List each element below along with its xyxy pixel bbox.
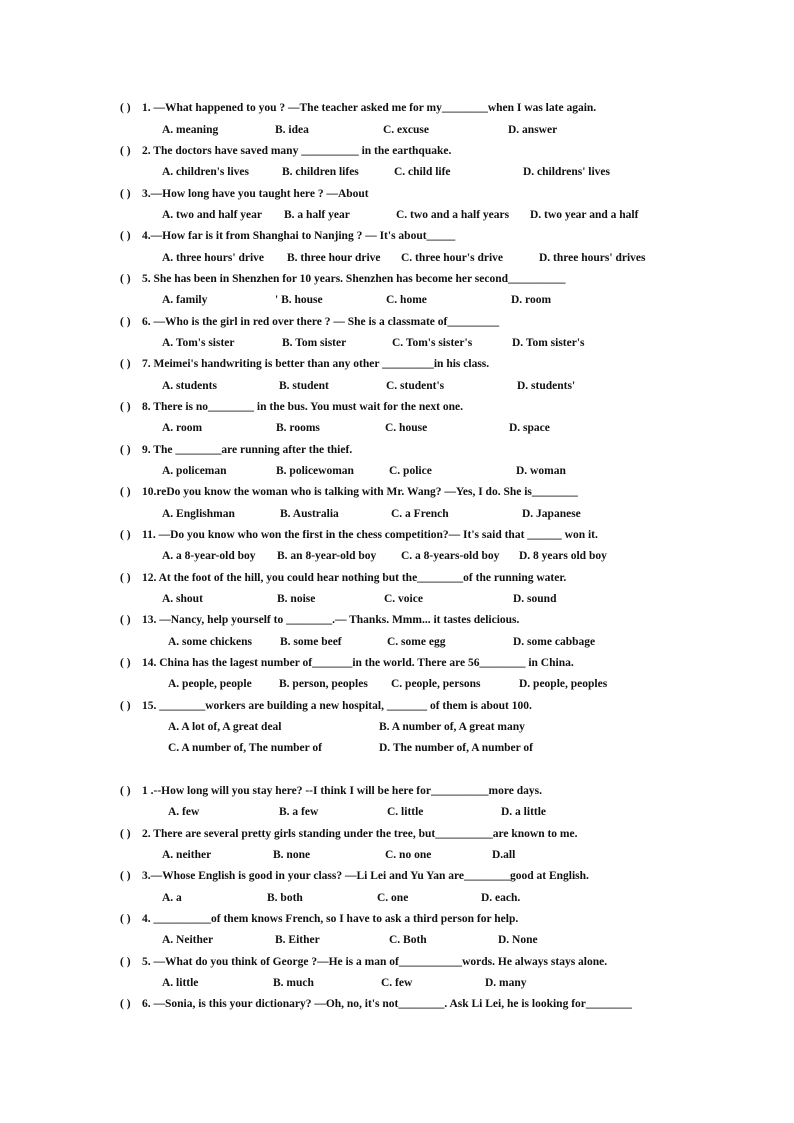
answer-paren[interactable]: ( ): [120, 870, 131, 882]
question-2-4: [120, 913, 518, 925]
option-a: A. Neither: [162, 934, 214, 946]
option-b: ' B. house: [275, 294, 323, 306]
option-b: B. policewoman: [276, 465, 354, 477]
option-c: C. home: [386, 294, 427, 306]
option-a: A. shout: [162, 593, 203, 605]
question-stem: 5. She has been in Shenzhen for 10 years. Shenzhen has become her second__________: [142, 273, 566, 285]
answer-paren[interactable]: ( ): [120, 529, 131, 541]
question-11: [120, 529, 598, 541]
option-a: A. A lot of, A great deal: [168, 721, 282, 733]
question-stem: 9. The ________are running after the thief.: [142, 444, 353, 456]
answer-paren[interactable]: ( ): [120, 273, 131, 285]
option-c: C. little: [387, 806, 424, 818]
option-c: C. Both: [389, 934, 427, 946]
option-c: C. a 8-years-old boy: [401, 550, 500, 562]
option-d: D. a little: [501, 806, 547, 818]
answer-paren[interactable]: ( ): [120, 444, 131, 456]
option-d: D. room: [511, 294, 552, 306]
question-stem: 14. China has the lagest number of_______in the world. There are 56________ in China.: [142, 657, 574, 669]
option-b: B. a half year: [284, 209, 350, 221]
option-a: A. students: [162, 380, 217, 392]
answer-paren[interactable]: ( ): [120, 188, 131, 200]
option-d: D. many: [485, 977, 527, 989]
question-stem: 3.—Whose English is good in your class? —Li Lei and Yu Yan are________good at English.: [142, 870, 589, 882]
option-d: D. three hours' drives: [539, 252, 646, 264]
question-stem: 8. There is no________ in the bus. You must wait for the next one.: [142, 401, 463, 413]
option-b: B. much: [273, 977, 314, 989]
question-stem: 15. ________workers are building a new hospital, _______ of them is about 100.: [142, 700, 532, 712]
option-c: C. student's: [386, 380, 445, 392]
option-b: B. both: [267, 892, 303, 904]
question-15: [120, 700, 532, 712]
question-stem: 12. At the foot of the hill, you could hear nothing but the________of the running water.: [142, 572, 567, 584]
answer-paren[interactable]: ( ): [120, 316, 131, 328]
option-d: D. each.: [481, 892, 521, 904]
option-a: A. Tom's sister: [162, 337, 235, 349]
question-13: [120, 614, 519, 626]
option-c: C. child life: [394, 166, 451, 178]
option-a: A. two and half year: [162, 209, 262, 221]
option-d: D. None: [498, 934, 538, 946]
option-d: D. people, peoples: [519, 678, 608, 690]
option-b: B. three hour drive: [287, 252, 381, 264]
answer-paren[interactable]: ( ): [120, 657, 131, 669]
option-c: C. police: [389, 465, 432, 477]
option-b: B. A number of, A great many: [379, 721, 525, 733]
option-d: D. Tom sister's: [512, 337, 585, 349]
option-b: B. Tom sister: [282, 337, 347, 349]
option-b: B. rooms: [276, 422, 320, 434]
option-c: C. three hour's drive: [401, 252, 504, 264]
option-b: B. idea: [275, 124, 309, 136]
answer-paren[interactable]: ( ): [120, 230, 131, 242]
option-c: C. A number of, The number of: [168, 742, 322, 754]
question-stem: 10.reDo you know the woman who is talking with Mr. Wang? —Yes, I do. She is________: [142, 486, 578, 498]
option-c: C. people, persons: [391, 678, 481, 690]
option-c: C. voice: [384, 593, 423, 605]
question-stem: 11. —Do you know who won the first in the chess competition?— It's said that ______ won it.: [142, 529, 598, 541]
option-d: D. The number of, A number of: [379, 742, 533, 754]
option-d: D. answer: [508, 124, 558, 136]
option-a: A. policeman: [162, 465, 227, 477]
answer-paren[interactable]: ( ): [120, 102, 131, 114]
option-b: B. an 8-year-old boy: [277, 550, 377, 562]
question-5: [120, 273, 566, 285]
question-8: [120, 401, 463, 413]
answer-paren[interactable]: ( ): [120, 401, 131, 413]
question-14: [120, 657, 574, 669]
option-a: A. a: [162, 892, 182, 904]
option-d: D. sound: [513, 593, 557, 605]
option-d: D. Japanese: [522, 508, 581, 520]
answer-paren[interactable]: ( ): [120, 998, 131, 1010]
option-d: D. childrens' lives: [523, 166, 611, 178]
question-7: [120, 358, 489, 370]
option-b: B. student: [279, 380, 329, 392]
question-6: [120, 316, 499, 328]
answer-paren[interactable]: ( ): [120, 572, 131, 584]
option-a: A. Englishman: [162, 508, 235, 520]
answer-paren[interactable]: ( ): [120, 956, 131, 968]
question-stem: 5. —What do you think of George ?—He is a man of___________words. He always stays alone.: [142, 956, 608, 968]
option-d: D. woman: [516, 465, 566, 477]
option-d: D. 8 years old boy: [519, 550, 607, 562]
option-c: C. excuse: [383, 124, 429, 136]
option-b: B. noise: [277, 593, 316, 605]
question-2-3: [120, 870, 589, 882]
question-10: [120, 486, 578, 498]
answer-paren[interactable]: ( ): [120, 614, 131, 626]
answer-paren[interactable]: ( ): [120, 358, 131, 370]
option-c: C. house: [385, 422, 428, 434]
answer-paren[interactable]: ( ): [120, 145, 131, 157]
answer-paren[interactable]: ( ): [120, 700, 131, 712]
option-b: B. Either: [275, 934, 320, 946]
question-3: [120, 188, 369, 200]
option-a: A. neither: [162, 849, 212, 861]
option-a: A. few: [168, 806, 200, 818]
question-2-1: [120, 785, 542, 797]
option-d: D. students': [517, 380, 576, 392]
question-12: [120, 572, 566, 584]
question-stem: 2. The doctors have saved many __________ in the earthquake.: [142, 145, 452, 157]
option-b: B. children lifes: [282, 166, 359, 178]
question-stem: 6. —Who is the girl in red over there ? — She is a classmate of_________: [142, 316, 500, 328]
option-c: C. Tom's sister's: [392, 337, 473, 349]
answer-paren[interactable]: ( ): [120, 828, 131, 840]
option-d: D. some cabbage: [513, 636, 596, 648]
option-d: D. space: [509, 422, 550, 434]
question-stem: 6. —Sonia, is this your dictionary? —Oh, no, it's not________. Ask Li Lei, he is looking for________: [142, 998, 632, 1010]
option-a: A. three hours' drive: [162, 252, 265, 264]
question-stem: 4.—How far is it from Shanghai to Nanjing ? — It's about_____: [142, 230, 456, 242]
question-stem: 13. —Nancy, help yourself to ________.— Thanks. Mmm... it tastes delicious.: [142, 614, 520, 626]
option-d: D. two year and a half: [530, 209, 639, 221]
option-a: A. a 8-year-old boy: [162, 550, 256, 562]
option-a: A. room: [162, 422, 203, 434]
question-stem: 3.—How long have you taught here ? —About: [142, 188, 369, 200]
option-b: B. some beef: [280, 636, 342, 648]
option-a: A. children's lives: [162, 166, 250, 178]
option-c: C. a French: [391, 508, 449, 520]
option-b: B. a few: [279, 806, 319, 818]
option-a: A. little: [162, 977, 199, 989]
option-c: C. no one: [385, 849, 432, 861]
question-2: [120, 145, 451, 157]
option-c: C. two and a half years: [396, 209, 510, 221]
answer-paren[interactable]: ( ): [120, 785, 131, 797]
option-a: A. meaning: [162, 124, 219, 136]
answer-paren[interactable]: ( ): [120, 913, 131, 925]
question-stem: 1. —What happened to you ? —The teacher asked me for my________when I was late again.: [142, 102, 597, 114]
option-c: C. few: [381, 977, 413, 989]
question-1: [120, 102, 596, 114]
question-stem: 7. Meimei's handwriting is better than any other _________in his class.: [142, 358, 490, 370]
option-b: B. Australia: [280, 508, 339, 520]
option-c: C. some egg: [387, 636, 446, 648]
question-2-5: [120, 956, 607, 968]
answer-paren[interactable]: ( ): [120, 486, 131, 498]
question-2-6: [120, 998, 632, 1010]
question-stem: 1 .--How long will you stay here? --I think I will be here for__________more days.: [142, 785, 542, 797]
question-9: [120, 444, 352, 456]
question-stem: 2. There are several pretty girls standing under the tree, but__________are known to me.: [142, 828, 578, 840]
option-a: A. family: [162, 294, 208, 306]
option-d: D.all: [492, 849, 516, 861]
option-b: B. person, peoples: [279, 678, 368, 690]
option-c: C. one: [377, 892, 409, 904]
question-stem: 4. __________of them knows French, so I have to ask a third person for help.: [142, 913, 519, 925]
question-2-2: [120, 828, 578, 840]
option-a: A. people, people: [168, 678, 252, 690]
option-b: B. none: [273, 849, 311, 861]
question-4: [120, 230, 455, 242]
option-a: A. some chickens: [168, 636, 253, 648]
